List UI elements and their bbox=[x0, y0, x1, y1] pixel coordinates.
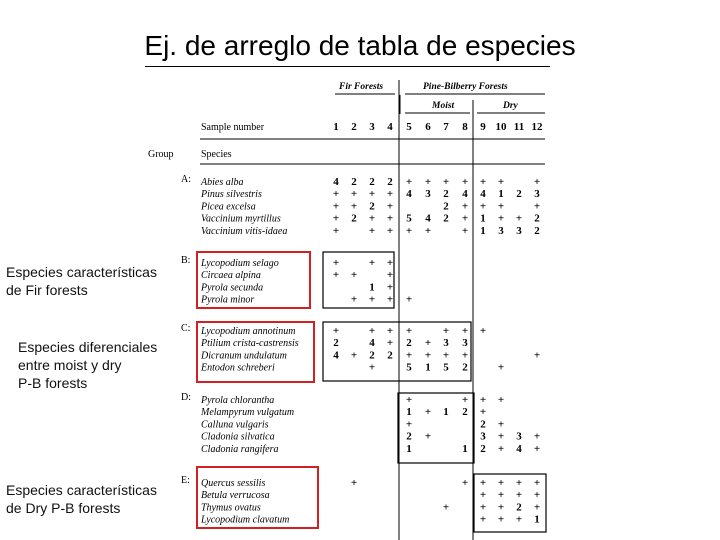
table-cell: 1 bbox=[480, 212, 486, 225]
table-cell: + bbox=[424, 176, 432, 188]
table-cell: + bbox=[332, 269, 340, 282]
species-name: Circaea alpina bbox=[201, 270, 261, 282]
table-cell: + bbox=[405, 349, 413, 362]
table-cell: + bbox=[442, 325, 450, 337]
table-cell: 1 bbox=[534, 513, 540, 526]
sample-number: 4 bbox=[387, 121, 393, 133]
table-cell: + bbox=[424, 224, 432, 237]
table-cell: + bbox=[461, 477, 469, 489]
table-cell: 2 bbox=[480, 442, 486, 455]
species-name: Lycopodium clavatum bbox=[201, 514, 290, 526]
table-cell: + bbox=[332, 257, 340, 269]
table-cell: + bbox=[461, 212, 469, 225]
label-species: Species bbox=[201, 149, 232, 160]
table-cell: + bbox=[368, 188, 376, 201]
table-cell: + bbox=[368, 212, 376, 225]
table-cell: 4 bbox=[462, 188, 468, 201]
table-cell: 1 bbox=[425, 361, 431, 374]
table-cell: 4 bbox=[425, 212, 431, 225]
table-cell: + bbox=[497, 489, 505, 502]
table-cell: 4 bbox=[333, 349, 339, 362]
table-cell: + bbox=[386, 325, 394, 337]
table-cell: + bbox=[461, 394, 469, 406]
slide-title: Ej. de arreglo de tabla de especies bbox=[144, 30, 576, 61]
table-cell: 4 bbox=[516, 442, 522, 455]
species-name: Picea excelsa bbox=[201, 201, 256, 213]
sample-number: 3 bbox=[369, 121, 375, 133]
table-cell: + bbox=[332, 212, 340, 225]
species-name: Melampyrum vulgatum bbox=[201, 407, 295, 419]
table-cell: + bbox=[497, 176, 505, 188]
table-cell: + bbox=[405, 224, 413, 237]
table-cell: + bbox=[479, 477, 487, 489]
table-cell: 2 bbox=[534, 224, 540, 237]
table-cell: + bbox=[386, 269, 394, 282]
sample-numbers bbox=[333, 121, 543, 133]
table-cell: 2 bbox=[462, 406, 468, 419]
table-cell: + bbox=[461, 176, 469, 188]
species-name: Lycopodium selago bbox=[201, 258, 279, 269]
table-cell: 3 bbox=[498, 224, 504, 237]
table-cell: 4 bbox=[369, 337, 375, 350]
table-cell: 3 bbox=[534, 188, 540, 201]
table-cell: + bbox=[350, 293, 358, 306]
sample-number: 9 bbox=[480, 121, 486, 133]
species-name: Quercus sessilis bbox=[201, 478, 266, 489]
table-cell: + bbox=[386, 200, 394, 213]
table-cell: + bbox=[350, 477, 358, 489]
table-cell: + bbox=[461, 349, 469, 362]
table-cell: + bbox=[386, 257, 394, 269]
sample-number: 7 bbox=[443, 121, 449, 133]
table-cell: + bbox=[515, 513, 523, 526]
sample-number: 2 bbox=[351, 121, 357, 133]
table-cell: 2 bbox=[351, 176, 357, 188]
table-cell: + bbox=[368, 325, 376, 337]
species-name: Calluna vulgaris bbox=[201, 419, 269, 431]
table-cell: 3 bbox=[516, 224, 522, 237]
table-cell: 2 bbox=[369, 349, 375, 362]
table-cell: + bbox=[479, 513, 487, 526]
table-cell: 1 bbox=[498, 188, 504, 201]
table-cell: 3 bbox=[425, 188, 431, 201]
table-cell: + bbox=[533, 430, 541, 443]
table-cell: 2 bbox=[369, 176, 375, 188]
table-cell: 3 bbox=[516, 430, 522, 443]
table-cell: + bbox=[479, 501, 487, 514]
header-fir-forests: Fir Forests bbox=[339, 82, 384, 92]
species-name: Ptilium crista-castrensis bbox=[201, 338, 299, 350]
species-name: Cladonia silvatica bbox=[201, 431, 275, 443]
table-cell: + bbox=[332, 188, 340, 201]
table-cell: + bbox=[386, 188, 394, 201]
header-moist: Moist bbox=[432, 101, 455, 111]
species-name: Pinus silvestris bbox=[201, 189, 262, 201]
sample-number: 1 bbox=[333, 121, 339, 133]
label-sample-number: Sample number bbox=[201, 122, 265, 133]
table-cell: + bbox=[405, 325, 413, 337]
table-cell: + bbox=[386, 337, 394, 350]
table-cell: + bbox=[497, 513, 505, 526]
table-cell: + bbox=[350, 200, 358, 213]
group-letter: B: bbox=[181, 255, 191, 266]
table-cell: + bbox=[497, 394, 505, 406]
species-name: Pyrola chlorantha bbox=[201, 395, 275, 406]
group-letter: A: bbox=[181, 174, 191, 185]
table-cell: + bbox=[405, 394, 413, 406]
table-cell: 2 bbox=[406, 430, 412, 443]
table-cell: + bbox=[386, 293, 394, 306]
table-cell: + bbox=[515, 489, 523, 502]
table-cell: + bbox=[461, 200, 469, 213]
sample-number: 10 bbox=[495, 121, 507, 133]
group-letter: D: bbox=[181, 392, 191, 403]
table-cell: + bbox=[405, 418, 413, 431]
table-cell: 2 bbox=[534, 212, 540, 225]
table-cell: + bbox=[332, 200, 340, 213]
species-name: Thymus ovatus bbox=[201, 502, 261, 514]
table-cell: + bbox=[424, 349, 432, 362]
table-cell: + bbox=[497, 430, 505, 443]
label-characteristic-dry: Especies características de Dry P-B forests bbox=[6, 482, 157, 516]
label-differential: Especies diferenciales entre moist y dry P-B forests bbox=[18, 339, 158, 391]
table-cell: + bbox=[497, 418, 505, 431]
table-cell: 1 bbox=[462, 442, 468, 455]
table-cell: 1 bbox=[480, 224, 486, 237]
table-cell: + bbox=[479, 489, 487, 502]
table-cell: 2 bbox=[516, 501, 522, 514]
table-cell: + bbox=[405, 176, 413, 188]
label-group: Group bbox=[148, 149, 174, 160]
table-cell: + bbox=[386, 212, 394, 225]
table-cell: + bbox=[533, 349, 541, 362]
table-cell: + bbox=[497, 477, 505, 489]
species-name: Cladonia rangifera bbox=[201, 443, 279, 455]
header-dry: Dry bbox=[503, 101, 518, 111]
table-cell: + bbox=[368, 224, 376, 237]
table-cell: + bbox=[533, 501, 541, 514]
table-cell: + bbox=[350, 349, 358, 362]
group-letter: E: bbox=[181, 475, 190, 486]
table-cell: 1 bbox=[369, 281, 375, 294]
sample-number: 6 bbox=[425, 121, 431, 133]
label-characteristic-fir: Especies características de Fir forests bbox=[6, 264, 157, 298]
table-cell: 2 bbox=[369, 200, 375, 213]
table-cell: + bbox=[479, 176, 487, 188]
table-cell: 2 bbox=[387, 176, 393, 188]
table-cell: + bbox=[533, 489, 541, 502]
table-cell: + bbox=[442, 176, 450, 188]
species-name: Pyrola secunda bbox=[201, 282, 264, 294]
species-rows bbox=[181, 174, 540, 526]
table-cell: + bbox=[442, 501, 450, 514]
table-cell: 2 bbox=[387, 349, 393, 362]
table-cell: + bbox=[424, 430, 432, 443]
table-cell: + bbox=[533, 176, 541, 188]
table-cell: + bbox=[497, 212, 505, 225]
table-cell: + bbox=[497, 442, 505, 455]
table-cell: 5 bbox=[406, 361, 412, 374]
table-cell: 2 bbox=[516, 188, 522, 201]
table-cell: + bbox=[424, 406, 432, 419]
table-cell: + bbox=[533, 200, 541, 213]
table-cell: + bbox=[442, 349, 450, 362]
table-cell: 4 bbox=[406, 188, 412, 201]
species-name: Entodon schreberi bbox=[201, 362, 275, 374]
table-cell: 2 bbox=[480, 418, 486, 431]
table-cell: + bbox=[515, 477, 523, 489]
table-cell: 2 bbox=[443, 212, 449, 225]
table-cell: + bbox=[497, 361, 505, 374]
table-cell: 2 bbox=[443, 188, 449, 201]
table-cell: 2 bbox=[406, 337, 412, 350]
table-cell: 1 bbox=[406, 442, 412, 455]
table-cell: 4 bbox=[480, 188, 486, 201]
table-cell: + bbox=[332, 224, 340, 237]
sample-number: 8 bbox=[462, 121, 468, 133]
header-pine-bilberry: Pine-Bilberry Forests bbox=[423, 82, 508, 92]
table-cell: + bbox=[461, 224, 469, 237]
table-cell: + bbox=[479, 406, 487, 419]
table-cell: + bbox=[332, 325, 340, 337]
table-cell: 4 bbox=[333, 176, 339, 188]
table-cell: 2 bbox=[351, 212, 357, 225]
table-cell: 3 bbox=[480, 430, 486, 443]
sample-number: 11 bbox=[513, 121, 525, 133]
sample-number: 12 bbox=[531, 121, 543, 133]
table-cell: + bbox=[405, 293, 413, 306]
table-cell: 2 bbox=[462, 361, 468, 374]
table-cell: + bbox=[350, 269, 358, 282]
group-letter: C: bbox=[181, 323, 191, 334]
table-cell: + bbox=[386, 281, 394, 294]
species-name: Betula verrucosa bbox=[201, 490, 270, 502]
species-name: Vaccinium myrtillus bbox=[201, 213, 281, 225]
table-cell: + bbox=[479, 394, 487, 406]
table-cell: + bbox=[497, 501, 505, 514]
table-cell: + bbox=[386, 224, 394, 237]
species-name: Vaccinium vitis-idaea bbox=[201, 225, 288, 237]
table-cell: + bbox=[368, 257, 376, 269]
table-cell: + bbox=[533, 477, 541, 489]
table-cell: 5 bbox=[443, 361, 449, 374]
species-name: Pyrola minor bbox=[201, 294, 255, 306]
table-cell: 3 bbox=[443, 337, 449, 350]
table-cell: 2 bbox=[333, 337, 339, 350]
table-cell: + bbox=[350, 188, 358, 201]
table-cell: + bbox=[424, 337, 432, 350]
table-cell: + bbox=[533, 442, 541, 455]
table-cell: 1 bbox=[406, 406, 412, 419]
sample-number: 5 bbox=[406, 121, 412, 133]
table-cell: 5 bbox=[406, 212, 412, 225]
table-cell: 3 bbox=[462, 337, 468, 350]
species-name: Lycopodium annotinum bbox=[201, 326, 296, 337]
table-cell: + bbox=[479, 200, 487, 213]
table-cell: + bbox=[461, 325, 469, 337]
table-cell: + bbox=[497, 200, 505, 213]
species-name: Dicranum undulatum bbox=[201, 350, 287, 362]
table-cell: 1 bbox=[443, 406, 449, 419]
table-cell: + bbox=[368, 293, 376, 306]
species-name: Abies alba bbox=[201, 177, 244, 188]
table-cell: + bbox=[368, 361, 376, 374]
table-cell: + bbox=[479, 325, 487, 337]
table-cell: 2 bbox=[443, 200, 449, 213]
table-cell: + bbox=[515, 212, 523, 225]
